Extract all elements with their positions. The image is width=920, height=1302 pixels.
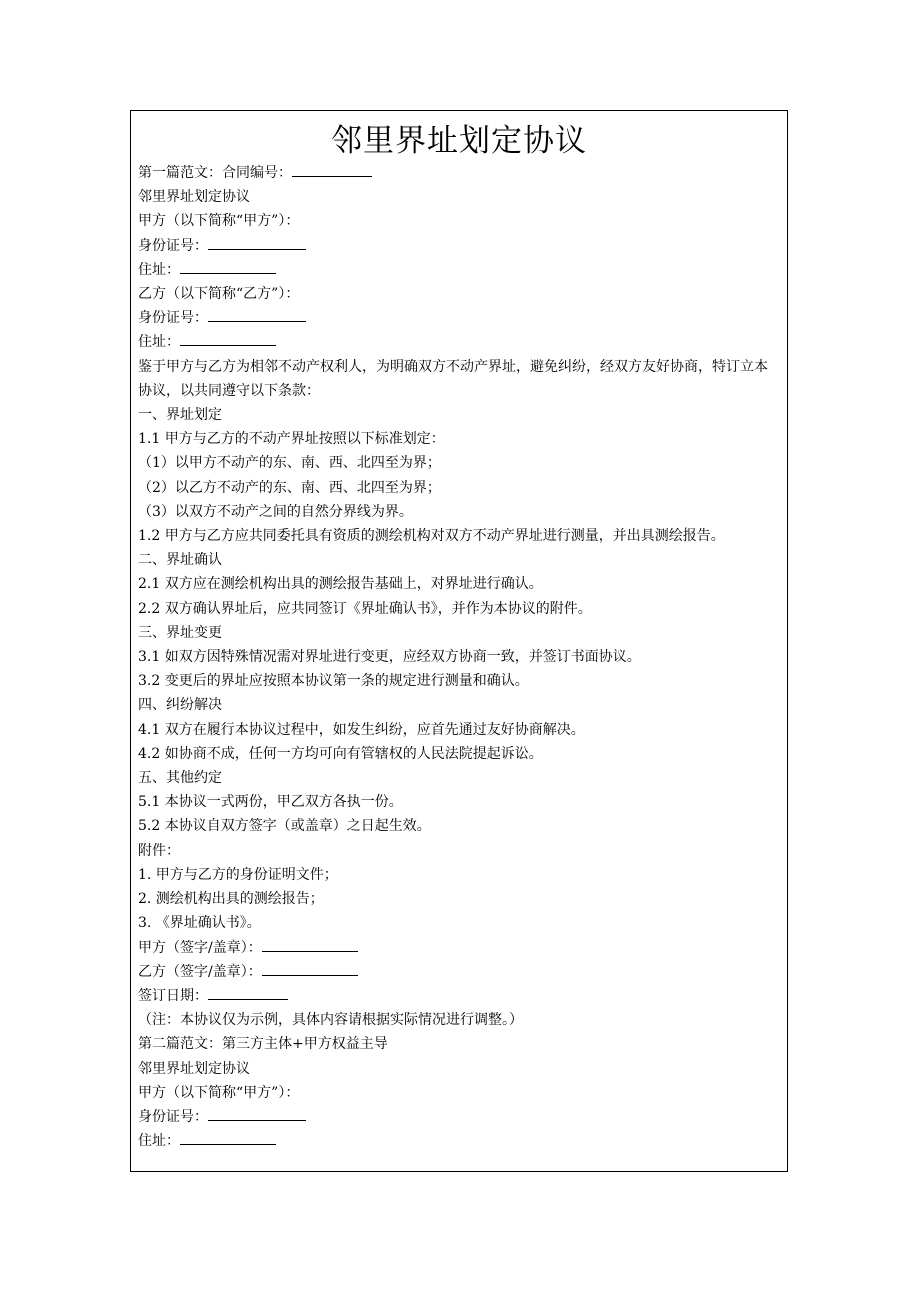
party-a-address-line: 住址： — [138, 258, 779, 282]
clause-subitem: （3）以双方不动产之间的自然分界线为界。 — [138, 503, 413, 520]
clause-item: 1.1 甲方与乙方的不动产界址按照以下标准划定： — [138, 431, 445, 448]
party-a-label: 甲方（以下简称“甲方”）： — [138, 1084, 300, 1101]
document-frame — [130, 110, 788, 1172]
clause-item: 2.2 双方确认界址后，应共同签订《界址确认书》，并作为本协议的附件。 — [138, 600, 592, 617]
party-a-address-blank — [180, 1129, 276, 1145]
party-b-label: 乙方（以下简称“乙方”）： — [138, 286, 300, 303]
preamble-paragraph: 鉴于甲方与乙方为相邻不动产权利人，为明确双方不动产界址，避免纠纷，经双方友好协商，特订立本协议，以共同遵守以下条款： — [138, 358, 768, 399]
document-title: 邻里界址划定协议 — [331, 123, 587, 159]
section-heading: 二、界址确认 — [138, 552, 222, 569]
attachment-item: 1. 甲方与乙方的身份证明文件； — [138, 866, 338, 883]
party-b-signature-line: 乙方（签字/盖章）： — [138, 960, 779, 984]
party-b-id-blank — [208, 306, 306, 322]
attachment-item: 3. 《界址确认书》。 — [138, 915, 261, 932]
attachment-item: 2. 测绘机构出具的测绘报告； — [138, 891, 324, 908]
attachments-heading: 附件： — [138, 842, 180, 859]
clause-item: 1.2 甲方与乙方应共同委托具有资质的测绘机构对双方不动产界址进行测量，并出具测绘报告。 — [138, 528, 725, 545]
party-a-id-blank — [208, 234, 306, 250]
party-b-id-line: 身份证号： — [138, 306, 779, 330]
contract-number-line: 第一篇范文：合同编号： — [138, 161, 779, 185]
party-a-address-line: 住址： — [138, 1129, 779, 1153]
party-a-id-blank — [208, 1105, 306, 1121]
clause-item: 2.1 双方应在测绘机构出具的测绘报告基础上，对界址进行确认。 — [138, 576, 543, 593]
contract-number-blank — [292, 161, 372, 177]
sign-date-blank — [208, 984, 288, 1000]
party-a-label: 甲方（以下简称“甲方”）： — [138, 213, 300, 230]
document-body — [138, 161, 779, 1153]
party-a-signature-line: 甲方（签字/盖章）： — [138, 936, 779, 960]
party-a-id-line: 身份证号： — [138, 1105, 779, 1129]
party-a-id-line: 身份证号： — [138, 234, 779, 258]
clause-subitem: （2）以乙方不动产的东、南、西、北四至为界； — [138, 479, 441, 496]
clause-item: 3.2 变更后的界址应按照本协议第一条的规定进行测量和确认。 — [138, 673, 529, 690]
party-b-address-blank — [180, 330, 276, 346]
party-a-signature-blank — [262, 936, 358, 952]
party-b-signature-blank — [262, 960, 358, 976]
section-heading: 一、界址划定 — [138, 407, 222, 424]
party-b-address-line: 住址： — [138, 330, 779, 354]
subtitle: 邻里界址划定协议 — [138, 1060, 250, 1077]
subtitle: 邻里界址划定协议 — [138, 189, 250, 206]
clause-item: 3.1 如双方因特殊情况需对界址进行变更，应经双方协商一致，并签订书面协议。 — [138, 649, 641, 666]
clause-item: 5.1 本协议一式两份，甲乙双方各执一份。 — [138, 794, 403, 811]
note-line: （注：本协议仅为示例，具体内容请根据实际情况进行调整。） — [138, 1012, 523, 1029]
clause-item: 4.2 如协商不成，任何一方均可向有管辖权的人民法院提起诉讼。 — [138, 745, 543, 762]
sign-date-line: 签订日期： — [138, 984, 779, 1008]
clause-item: 5.2 本协议自双方签字（或盖章）之日起生效。 — [138, 818, 431, 835]
section-heading: 四、纠纷解决 — [138, 697, 222, 714]
party-a-address-blank — [180, 258, 276, 274]
second-template-heading: 第二篇范文：第三方主体+甲方权益主导 — [138, 1036, 388, 1053]
section-heading: 五、其他约定 — [138, 770, 222, 787]
section-heading: 三、界址变更 — [138, 624, 222, 641]
clause-subitem: （1）以甲方不动产的东、南、西、北四至为界； — [138, 455, 441, 472]
clause-item: 4.1 双方在履行本协议过程中，如发生纠纷，应首先通过友好协商解决。 — [138, 721, 585, 738]
